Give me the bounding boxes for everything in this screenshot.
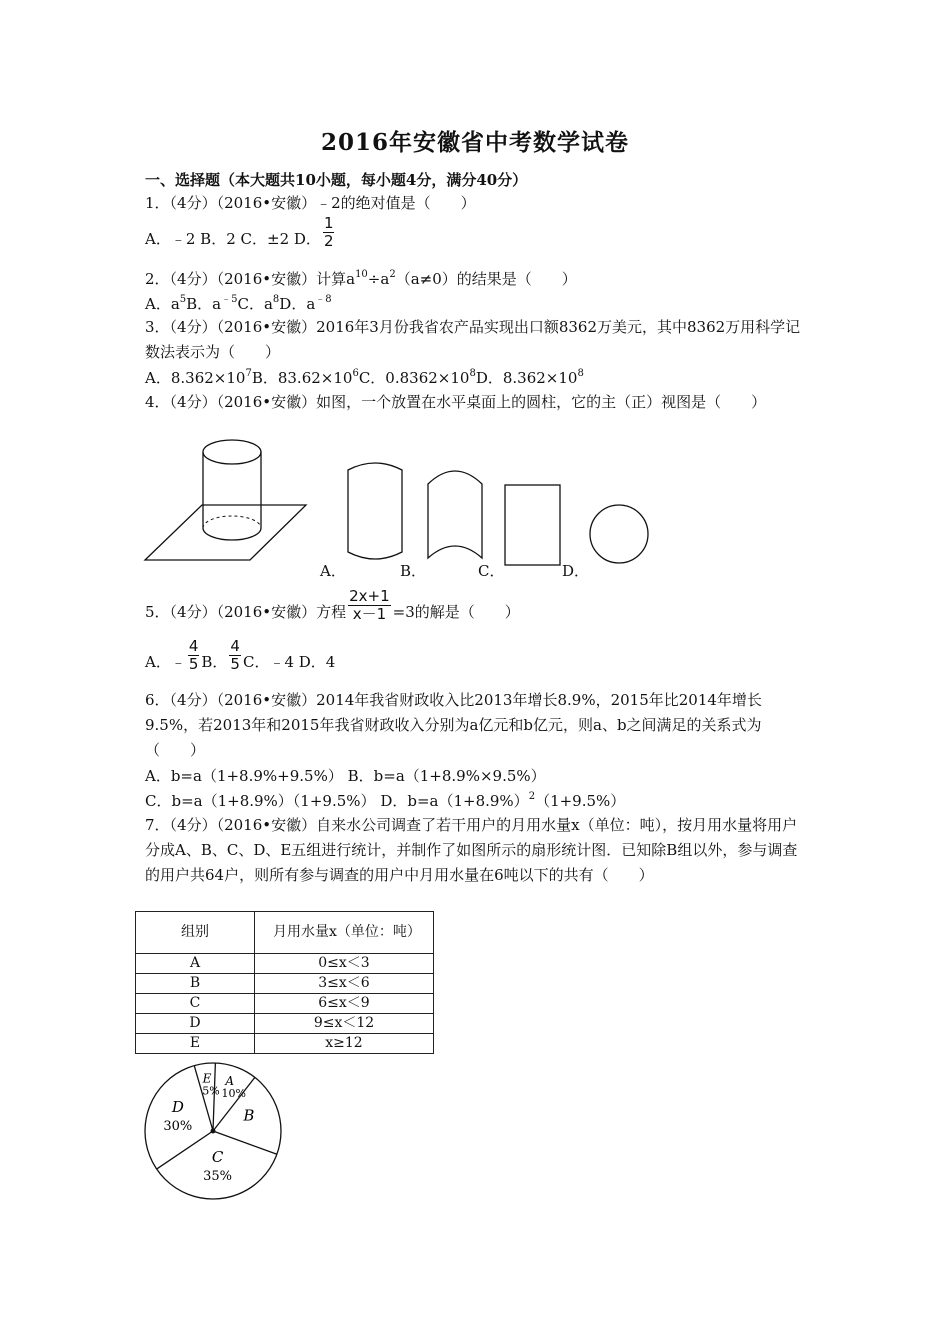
q2-option-b: B．$a^{﹣5}$ [186, 294, 238, 313]
q1-option-c: C．±2 [240, 230, 290, 248]
q3-stem: 3．（4分）（2016•安徽）2016年3月份我省农产品实现出口额8362万美元，其中8362万用科学记数法表示为（ ） [145, 318, 801, 361]
q5-option-a: A．﹣ $\frac{4}{5}$ [145, 636, 199, 673]
q5-option-b: B． $\frac{4}{5}$ [201, 636, 240, 673]
q1-option-d: D． [293, 230, 321, 248]
pie-center-dot [211, 1129, 216, 1134]
q4-label-a: A． [320, 562, 346, 580]
section-heading: 一、选择题（本大题共10小题，每小题4分，满分40分） [145, 171, 528, 189]
q2-option-c: C．$a^8$ [237, 294, 280, 313]
q6-options-ab [145, 766, 546, 786]
q3-option-a: A．$8.362\times 10^7$ [145, 368, 252, 387]
q6-option-b: B．b=a（1+8.9%×9.5%） [347, 767, 546, 785]
table-header-cell: 组别 [136, 912, 255, 954]
q4-label-d: D． [562, 562, 590, 580]
q6-option-d: D．$b=a(1+8.9\%)^2(1+9.5\%)$ [380, 791, 626, 810]
pie-slice-label-B: B [243, 1106, 255, 1125]
q3-options [145, 368, 584, 388]
q4-stem: 4．（4分）（2016•安徽）如图，一个放置在水平桌面上的圆柱，它的主（正）视图是（ ） [145, 393, 767, 411]
pie-slice-label-D: D [171, 1098, 184, 1117]
water-usage-table [135, 911, 434, 1054]
q5-options [145, 636, 336, 673]
q3-option-b: B．$83.62\times 10^6$ [251, 368, 359, 387]
pie-slice-percent-E: 5% [202, 1084, 220, 1098]
pie-slice-boundary-D [157, 1131, 213, 1169]
q4-option-d-shape [585, 500, 655, 570]
q6-stem: 6．（4分）（2016•安徽）2014年我省财政收入比2013年增长8.9%，2015年比2014年增长9.5%，若2013年和2015年我省财政收入分别为a亿元和b亿元，则a、b之间满足的关系式为（ ） [145, 691, 762, 759]
table-row: A 0≤x＜3 [136, 954, 434, 974]
q2-option-a: A．$a^5$ [145, 294, 187, 313]
q5-stem: 5．（4分）（2016•安徽）方程 $\frac{2x+1}{x-1}$ =3的解是（ ） [145, 586, 520, 623]
q5-equation-fraction: $\frac{2x+1}{x-1}$ [349, 586, 390, 623]
q5-option-d: D．4 [298, 653, 336, 671]
q4-option-c-shape [500, 480, 570, 570]
q4-cylinder-figure [140, 430, 315, 570]
table-row: E x≥12 [136, 1034, 434, 1054]
table-row: D 9≤x＜12 [136, 1014, 434, 1034]
q2-options [145, 294, 332, 314]
table-row: B 3≤x＜6 [136, 974, 434, 994]
q2-option-d: D．$a^{﹣8}$ [279, 294, 332, 313]
q1-fraction: $\frac{1}{2}$ [323, 213, 334, 250]
q1-stem: 1．（4分）（2016•安徽）﹣2的绝对值是（ ） [145, 194, 476, 212]
q6-option-a: A．b=a（1+8.9%+9.5%） [145, 767, 343, 785]
q6-options-cd [145, 791, 625, 811]
q4-option-b-shape [420, 462, 490, 572]
q3-option-d: D．$8.362\times 10^8$ [475, 368, 584, 387]
q1-options [145, 213, 336, 250]
q5-option-c: C．﹣4 [242, 653, 294, 671]
q4-label-c: C． [478, 562, 505, 580]
pie-slice-percent-A: 10% [221, 1086, 246, 1100]
table-row: C 6≤x＜9 [136, 994, 434, 1014]
q4-label-b: B． [400, 562, 427, 580]
pie-chart [140, 1058, 290, 1203]
table-header-cell: 月用水量x（单位：吨） [255, 912, 434, 954]
q4-option-a-shape [340, 460, 410, 570]
q3-option-c: C．$0.8362\times 10^8$ [358, 368, 476, 387]
pie-slice-label-E: E [202, 1071, 212, 1086]
pie-slice-label-A: A [225, 1073, 235, 1088]
q6-option-c: C．b=a（1+8.9%）（1+9.5%） [145, 792, 376, 810]
q7-stem: 7．（4分）（2016•安徽）自来水公司调查了若干用户的月用水量x（单位：吨），按月用水量将用户分成A、B、C、D、E五组进行统计，并制作了如图所示的扇形统计图．已知除B组以外，参与调查的用户共64户，则所有参与调查的用户中月用水量在6吨以下的共有（ ） [145, 816, 798, 884]
table-header-row [136, 912, 434, 954]
q1-option-a: A．﹣2 [145, 230, 196, 248]
pie-slice-percent-D: 30% [163, 1119, 193, 1135]
q1-option-b: B．2 [200, 230, 236, 248]
q2-stem: 2．（4分）（2016•安徽）计算$a^{10}\div a^2(a\ne 0)$的结果是（ ） [145, 269, 577, 288]
pie-slice-percent-C: 35% [203, 1169, 233, 1185]
page-title: 2016年安徽省中考数学试卷 [320, 129, 629, 156]
pie-slice-label-C: C [211, 1148, 224, 1167]
